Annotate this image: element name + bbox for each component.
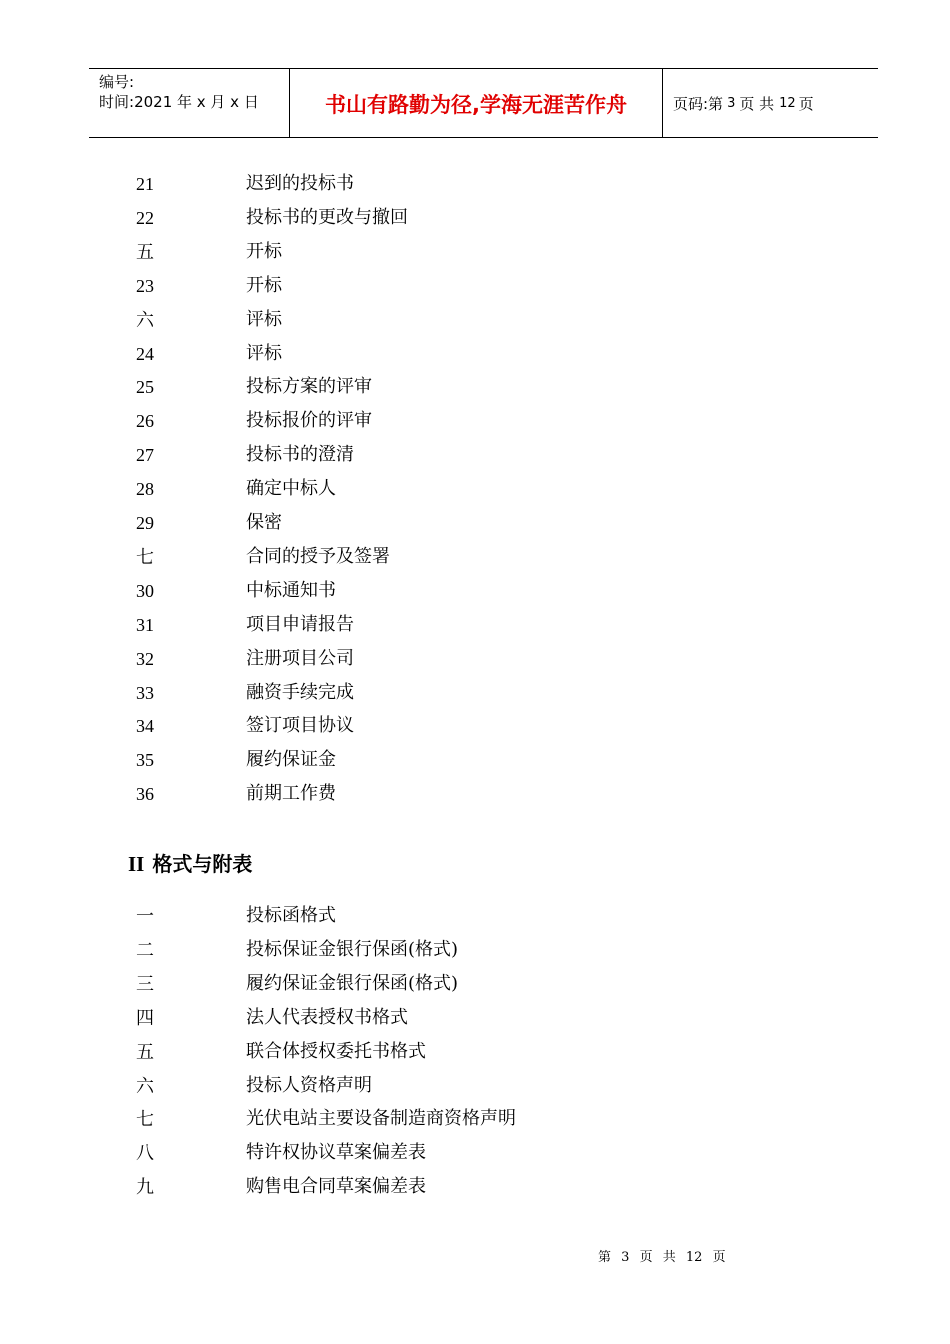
toc-title: 履约保证金银行保函(格式) [246,972,459,994]
toc-title: 中标通知书 [246,579,336,601]
header-meta [89,69,290,137]
footer-word-4: 页 [712,1250,726,1265]
header-page-total: 12 [779,95,796,111]
page-footer [598,1246,732,1265]
section-roman: II [128,852,145,876]
toc-number: 25 [136,377,154,398]
header-page-info [663,69,878,137]
toc-number: 32 [136,648,154,669]
toc-number: 五 [136,1041,154,1062]
toc-title: 迟到的投标书 [246,173,354,194]
toc-title: 注册项目公司 [246,647,354,669]
toc-title: 确定中标人 [246,478,336,500]
toc-number: 21 [136,174,154,194]
toc-title: 开标 [246,240,282,262]
toc-title: 投标书的更改与撤回 [246,206,408,228]
toc-title: 开标 [246,274,282,296]
toc-title: 法人代表授权书格式 [246,1006,408,1028]
header-page-label: 页码:第 [673,94,724,113]
toc-title: 项目申请报告 [246,613,354,635]
toc-number: 28 [136,479,154,500]
toc-number: 九 [136,1177,154,1198]
footer-total: 12 [685,1250,703,1265]
toc-title: 前期工作费 [246,783,336,805]
toc-title: 保密 [246,512,282,533]
page-header [89,68,878,138]
header-time [99,92,289,112]
toc-number: 29 [136,513,154,533]
toc-number: 31 [136,614,154,635]
header-page-end: 页 [798,94,814,113]
toc-number: 35 [136,750,154,771]
toc-title: 投标函格式 [246,905,336,926]
toc-number: 23 [136,275,154,296]
toc-number: 33 [136,682,154,703]
toc-number: 七 [136,546,154,567]
header-number-label: 编号: [99,73,135,91]
footer-word-1: 第 [598,1250,612,1265]
footer-word-3: 共 [662,1250,676,1265]
toc-number: 一 [136,906,154,926]
toc-number: 34 [136,716,154,737]
toc-number: 八 [136,1143,154,1164]
toc-number: 六 [136,309,154,330]
section-title-text: 格式与附表 [152,852,253,876]
toc-title: 投标方案的评审 [246,376,372,398]
toc-title: 签订项目协议 [246,715,354,737]
toc-number: 四 [136,1007,154,1028]
toc-number: 三 [136,973,154,994]
toc-title: 投标书的澄清 [246,444,354,466]
toc-number: 26 [136,411,154,432]
header-time-value: 2021 年 x 月 x 日 [134,93,259,111]
toc-title: 投标报价的评审 [246,410,372,432]
toc-title: 合同的授予及签署 [246,545,390,567]
header-motto: 书山有路勤为径,学海无涯苦作舟 [290,69,663,137]
header-page-current: 3 [727,95,736,111]
toc-title: 投标保证金银行保函(格式) [246,938,459,960]
toc-title: 购售电合同草案偏差表 [246,1176,426,1198]
toc-title: 评标 [246,308,282,330]
toc-title: 联合体授权委托书格式 [246,1040,426,1062]
toc-number: 五 [136,241,154,262]
header-page-mid: 页 共 [739,94,775,113]
toc-title: 投标人资格声明 [246,1074,372,1096]
toc-title: 特许权协议草案偏差表 [246,1142,426,1164]
toc-title: 融资手续完成 [246,681,354,703]
header-time-label: 时间: [99,93,135,111]
toc-number: 六 [136,1075,154,1096]
toc-number: 24 [136,343,154,364]
footer-word-2: 页 [639,1250,653,1265]
toc-number: 27 [136,445,154,466]
section-heading [128,848,252,877]
toc-title: 光伏电站主要设备制造商资格声明 [246,1108,516,1130]
toc-number: 七 [136,1109,154,1130]
toc-number: 30 [136,580,154,601]
footer-current: 3 [621,1250,630,1265]
toc-title: 评标 [246,342,282,364]
toc-number: 二 [136,939,154,960]
toc-title: 履约保证金 [246,749,336,771]
toc-number: 22 [136,207,154,228]
toc-number: 36 [136,784,154,805]
